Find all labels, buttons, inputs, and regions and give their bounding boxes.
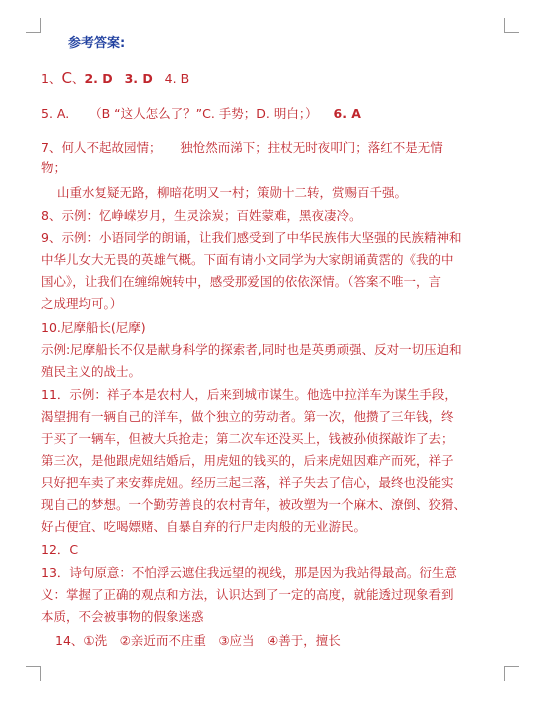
answer-11-line: 好占便宜、吃喝嫖赌、自暴自弃的行尸走肉般的无业游民。 [41, 519, 367, 534]
answer-13-line: 13．诗句原意：不怕浮云遮住我远望的视线，那是因为我站得最高。衍生意 [41, 565, 457, 580]
answer-9-line: 之成理均可。） [41, 296, 123, 311]
answer-10-line: 示例:尼摩船长不仅是献身科学的探索者,同时也是英勇顽强、反对一切压迫和 [41, 342, 462, 357]
answer-5-6 [41, 106, 361, 122]
answer-12: 12．C [41, 542, 79, 557]
answer-7-line: 7、何人不起故园情； 独怆然而涕下；拄杖无时夜叩门；落红不是无情 [41, 140, 443, 155]
corner-mark-top-right [504, 18, 519, 33]
answer-9-line: 9、示例：小语同学的朗诵，让我们感受到了中华民族伟大坚强的民族精神和 [41, 230, 462, 245]
answer-11-line: 11．示例：祥子本是农村人，后来到城市谋生。他选中拉洋车为谋生手段， [41, 387, 457, 402]
answer-13-line: 本质，不会被事物的假象迷惑 [41, 609, 204, 624]
answer-5-detail: （B “这人怎么了？”C. 手势；D. 明白；） [89, 106, 318, 121]
answer-11-line: 于买了一辆车，但被大兵抢走；第二次车还没买上，钱被孙侦探敲诈了去； [41, 431, 454, 446]
answer-2: 2. D [84, 71, 113, 86]
answer-1-4 [41, 70, 189, 87]
answer-5: 5. A. [41, 106, 70, 121]
answer-10-line: 殖民主义的战士。 [41, 364, 142, 379]
answer-1-number: 1、 [41, 71, 62, 86]
answer-1-sep: 、 [71, 71, 85, 86]
answer-1-value: C [61, 69, 72, 87]
corner-mark-bottom-left [26, 666, 41, 681]
answer-6: 6. A [333, 106, 361, 121]
answer-4: 4. B [164, 71, 190, 86]
answer-11-line: 只好把车卖了来安葬虎妞。经历三起三落，祥子失去了信心，最终也没能实 [41, 475, 454, 490]
answer-8: 8、示例：忆峥嵘岁月，生灵涂炭；百姓蒙难，黑夜凄冷。 [41, 208, 362, 223]
answer-11-line: 渴望拥有一辆自己的洋车，做个独立的劳动者。第一次，他攒了三年钱，终 [41, 409, 454, 424]
answer-3: 3. D [124, 71, 153, 86]
answer-7-line: 山重水复疑无路，柳暗花明又一村；策勋十二转，赏赐百千强。 [57, 185, 408, 200]
answer-13-line: 义：掌握了正确的观点和方法，认识达到了一定的高度，就能透过现象看到 [41, 587, 454, 602]
corner-mark-bottom-right [504, 666, 519, 681]
answer-9-line: 国心》，让我们在缠绵婉转中，感受那爱国的依依深情。（答案不唯一，言 [41, 274, 442, 289]
answer-11-line: 第三次，是他跟虎妞结婚后，用虎妞的钱买的，后来虎妞因难产而死，祥子 [41, 453, 454, 468]
answer-11-line: 现自己的梦想。一个勤劳善良的农村青年，被改塑为一个麻木、潦倒、狡猾、 [41, 497, 467, 512]
answer-10-line: 10.尼摩船长(尼摩) [41, 320, 146, 335]
answer-9-line: 中华儿女大无畏的英雄气概。下面有请小文同学为大家朗诵黄霑的《我的中 [41, 252, 454, 267]
answer-14: 14、①洗 ②亲近而不庄重 ③应当 ④善于，擅长 [55, 633, 341, 648]
answer-key-title: 参考答案: [68, 36, 126, 51]
corner-mark-top-left [26, 18, 41, 33]
answer-7-line: 物； [41, 160, 67, 175]
